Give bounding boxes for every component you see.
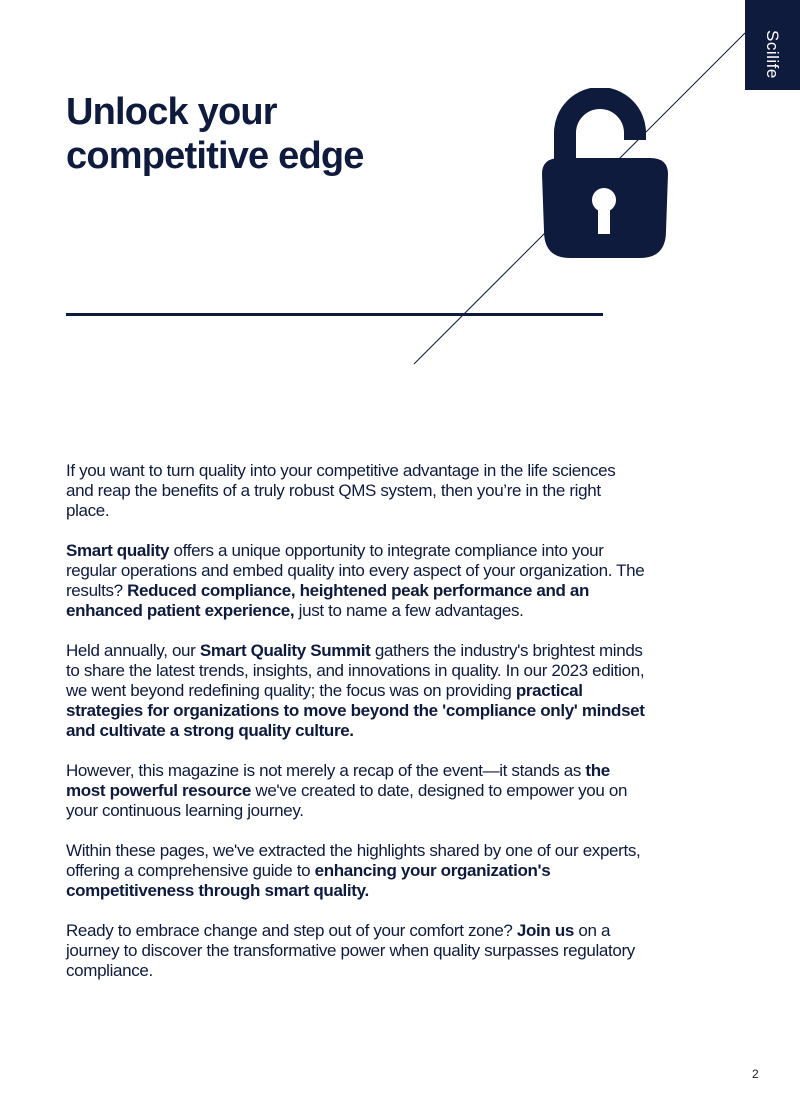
open-padlock-icon <box>530 88 680 268</box>
bold-phrase: Smart Quality Summit <box>199 641 371 660</box>
text-run: Within these pages, we've extracted the highlights shared by one of our experts, offering a comprehensive guide to <box>66 841 641 880</box>
bold-phrase: enhancing your organization's competitiveness through smart quality. <box>66 861 551 900</box>
body-paragraph <box>66 921 646 981</box>
title-line-2: competitive edge <box>66 135 364 177</box>
body-copy <box>66 461 646 1001</box>
title-line-1: Unlock your <box>66 91 277 133</box>
diagonal-divider-line <box>0 0 800 400</box>
page-title <box>66 90 364 178</box>
body-paragraph <box>66 841 646 901</box>
bold-phrase: the most powerful resource <box>66 761 610 800</box>
text-run: However, this magazine is not merely a recap of the event—it stands as <box>66 761 586 780</box>
bold-phrase: Smart quality <box>66 541 170 560</box>
body-paragraph <box>66 461 646 521</box>
text-run: Ready to embrace change and step out of your comfort zone? <box>66 921 517 940</box>
text-run: gathers the industry's brightest minds to share the latest trends, insights, and innovations in quality. In our 2023 edition, we went beyond redefining quality; the focus was on providing <box>66 641 645 700</box>
text-run: on a journey to discover the transformative power when quality surpasses regulatory compliance. <box>66 921 635 980</box>
bold-phrase: practical strategies for organizations to move beyond the 'compliance only' mindset and cultivate a strong quality culture. <box>66 681 645 740</box>
body-paragraph <box>66 761 646 821</box>
text-run: Held annually, our <box>66 641 200 660</box>
title-underline-rule <box>66 313 603 316</box>
text-run: we've created to date, designed to empower you on your continuous learning journey. <box>66 781 628 820</box>
text-run: just to name a few advantages. <box>294 601 524 620</box>
bold-phrase: Join us <box>516 921 574 940</box>
body-paragraph <box>66 541 646 621</box>
page-number: 2 <box>752 1067 759 1081</box>
text-run: If you want to turn quality into your competitive advantage in the life sciences and reap the benefits of a truly robust QMS system, then you’re in the right place. <box>66 461 616 520</box>
bold-phrase: Reduced compliance, heightened peak performance and an enhanced patient experience, <box>66 581 590 620</box>
brand-name: Scilife <box>763 30 782 79</box>
body-paragraph <box>66 641 646 741</box>
text-run: offers a unique opportunity to integrate compliance into your regular operations and embed quality into every aspect of your organization. The results? <box>66 541 645 600</box>
